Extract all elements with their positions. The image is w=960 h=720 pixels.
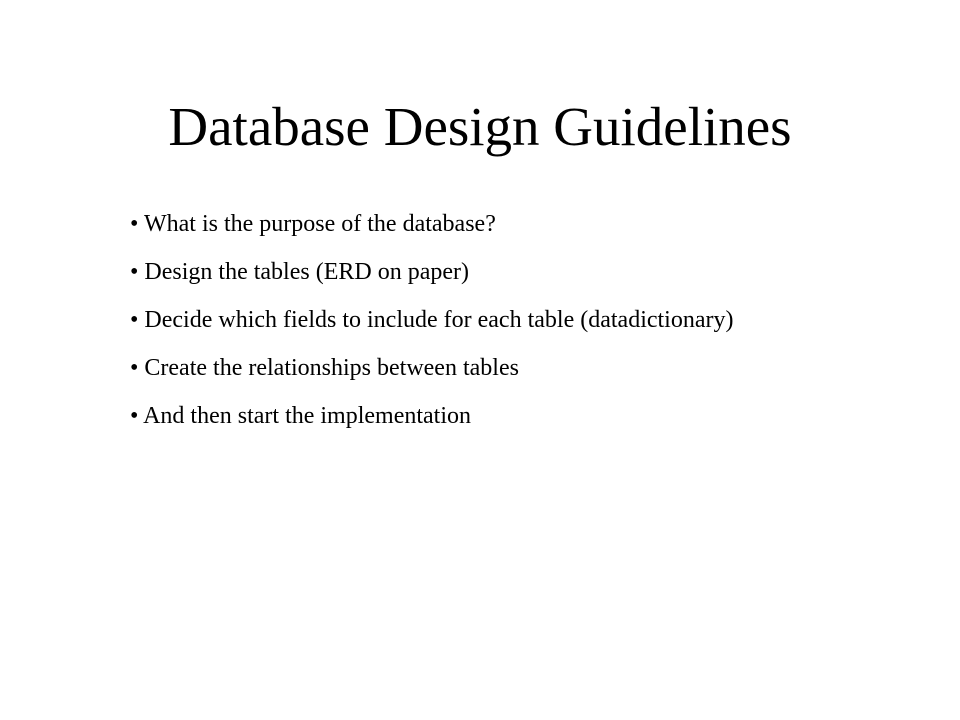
bullet-list [130, 208, 830, 433]
bullet-text: What is the purpose of the database? [143, 211, 496, 237]
list-item [130, 352, 830, 385]
slide-title: Database Design Guidelines [168, 96, 792, 157]
bullet-icon: • [130, 259, 139, 285]
bullet-icon: • [130, 355, 139, 381]
list-item [130, 304, 830, 337]
bullet-icon: • [130, 403, 139, 429]
list-item [130, 208, 830, 241]
bullet-text: And then start the implementation [143, 403, 472, 429]
list-item [130, 400, 830, 433]
list-item [130, 256, 830, 289]
bullet-text: Design the tables (ERD on paper) [144, 259, 469, 285]
bullet-icon: • [130, 211, 139, 237]
bullet-text: Create the relationships between tables [144, 355, 519, 381]
bullet-icon: • [130, 307, 139, 333]
bullet-text: Decide which fields to include for each table (datadictionary) [144, 307, 734, 333]
